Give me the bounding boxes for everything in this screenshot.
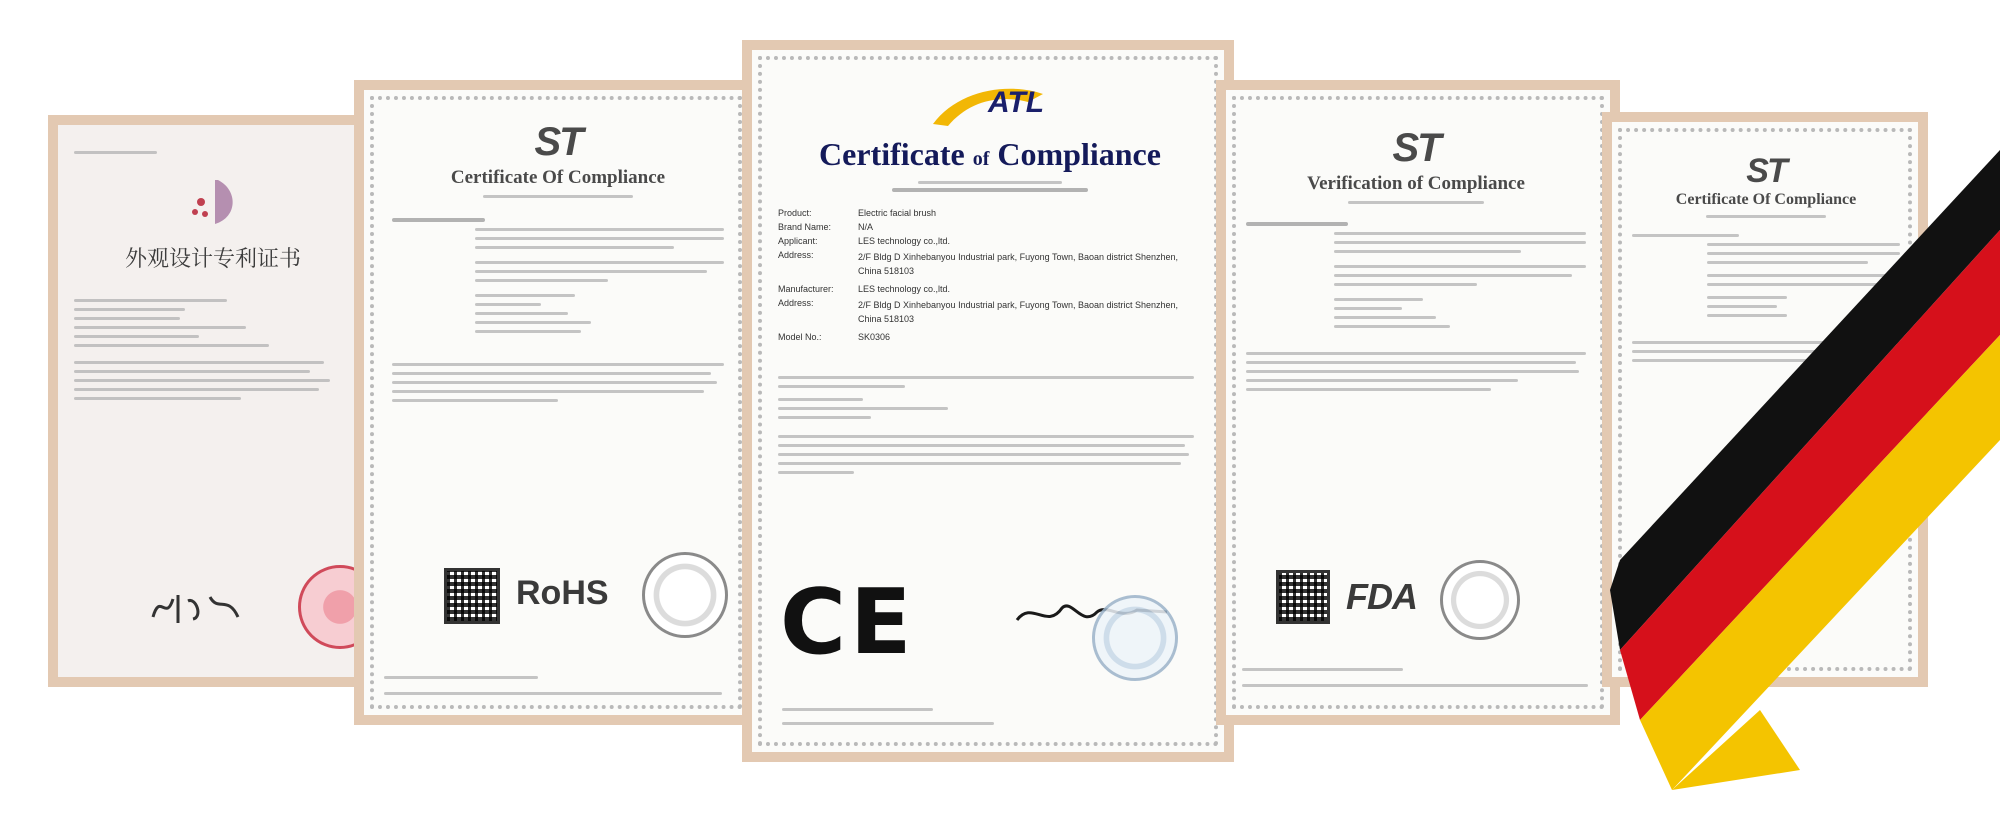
fda-approval-seal	[1440, 560, 1520, 640]
st-logo: ST	[534, 120, 582, 164]
ce-approval-seal	[1092, 595, 1178, 681]
atl-logo-text: ATL	[988, 86, 1045, 119]
field-label: Address:	[778, 298, 814, 308]
patent-certificate	[48, 115, 378, 687]
field-label: Manufacturer:	[778, 284, 834, 294]
ce-mark: CE	[780, 570, 916, 675]
ce-fields	[778, 208, 1202, 358]
rohs-approval-seal	[642, 552, 728, 638]
field-label: Product:	[778, 208, 812, 218]
ce-certificate	[742, 40, 1234, 762]
field-value: LES technology co.,ltd.	[858, 284, 951, 294]
qr-code	[1276, 570, 1330, 624]
rohs-title: Certificate Of Compliance	[450, 167, 666, 188]
signature-image	[148, 587, 248, 627]
atl-logo	[778, 80, 1202, 132]
fda-certificate	[1216, 80, 1620, 725]
small-title: Certificate Of Compliance	[1675, 191, 1857, 208]
field-label: Model No.:	[778, 332, 822, 342]
field-label: Address:	[778, 250, 814, 260]
german-flag-ribbon	[1600, 150, 2000, 800]
german-flag-ribbon-icon	[1600, 150, 2000, 800]
patent-emblem-icon	[183, 172, 243, 232]
field-label: Brand Name:	[778, 222, 832, 232]
st-logo: ST	[1746, 152, 1786, 190]
rohs-mark: RoHS	[516, 574, 609, 612]
ce-title: Certificate of Compliance	[819, 136, 1161, 172]
patent-title: 外观设计专利证书	[124, 247, 301, 272]
field-value: 2/F Bldg D Xinhebanyou Industrial park, Fuyong Town, Baoan district Shenzhen, China 518103	[858, 300, 1179, 324]
rohs-certificate	[354, 80, 758, 725]
fda-title: Verification of Compliance	[1307, 173, 1525, 194]
field-value: LES technology co.,ltd.	[858, 236, 951, 246]
fda-mark: FDA	[1346, 576, 1417, 617]
st-logo: ST	[1392, 126, 1440, 170]
field-value: N/A	[858, 222, 874, 232]
field-label: Applicant:	[778, 236, 818, 246]
field-value: SK0306	[858, 332, 891, 342]
qr-code	[444, 568, 500, 624]
field-value: 2/F Bldg D Xinhebanyou Industrial park, Fuyong Town, Baoan district Shenzhen, China 518103	[858, 252, 1179, 276]
field-value: Electric facial brush	[858, 208, 937, 218]
